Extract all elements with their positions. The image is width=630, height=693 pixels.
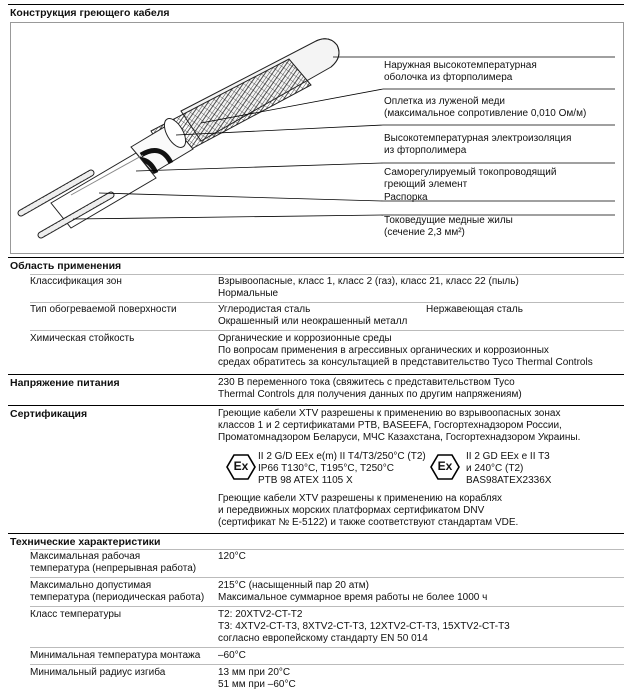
voltage-value-1: 230 В переменного тока (свяжитесь с представительством Tyco	[218, 377, 515, 388]
spec-value: 120°C	[218, 551, 246, 562]
zone-label: Классификация зон	[30, 276, 122, 287]
cert-ptb-1: II 2 G/D EEx e(m) II T4/T3/250°C (T2)	[258, 451, 426, 462]
cert-baseefa-2: и 240°C (T2)	[466, 463, 524, 474]
spec-value: 13 мм при 20°C	[218, 667, 291, 678]
certification-title: Сертификация	[10, 408, 88, 420]
spec-value: 51 мм при –60°C	[218, 679, 296, 690]
callout-spacer: Распорка	[384, 192, 428, 203]
spec-label: температура (периодическая работа)	[30, 592, 205, 603]
top-rule	[8, 4, 624, 5]
construction-title: Конструкция греющего кабеля	[10, 7, 170, 19]
callout-braid: Оплетка из луженой меди (максимальное сопротивление 0,010 Ом/м)	[384, 96, 587, 119]
divider	[30, 330, 624, 331]
ex-mark-icon: Ex	[226, 454, 256, 480]
cert-intro-3: Проматомнадзором Беларуси, МЧС Казахстана, Госгортехнадзором Украины.	[218, 432, 581, 443]
spec-value: T2: 20XTV2-CT-T2	[218, 609, 303, 620]
cert-baseefa-1: II 2 GD EEx e II T3	[466, 451, 550, 462]
spec-label: Максимально допустимая	[30, 580, 152, 591]
spec-label: Минимальная температура монтажа	[30, 650, 201, 661]
spec-value: T3: 4XTV2-CT-T3, 8XTV2-CT-T3, 12XTV2-CT-T3, 15XTV2-CT-T3	[218, 621, 510, 632]
divider	[30, 274, 624, 275]
spec-value: 215°C (насыщенный пар 20 атм)	[218, 580, 369, 591]
cert-ptb-2: IP66 T130°C, T195°C, T250°C	[258, 463, 394, 474]
spec-label: Максимальная рабочая	[30, 551, 141, 562]
cert-marine-2: и передвижных морских платформах сертификатом DNV	[218, 505, 485, 516]
ex-mark-icon: Ex	[430, 454, 460, 480]
cert-intro-2: классов 1 и 2 сертификатами PTB, BASEEFA, Госгортехнадзором России,	[218, 420, 562, 431]
divider	[30, 577, 624, 578]
divider	[30, 647, 624, 648]
cert-ptb-3: PTB 98 ATEX 1105 X	[258, 475, 353, 486]
application-title: Область применения	[10, 260, 122, 272]
spec-label: Класс температуры	[30, 609, 122, 620]
divider	[30, 606, 624, 607]
cert-baseefa-3: BAS98ATEX2336X	[466, 475, 552, 486]
chem-value-1: Органические и коррозионные среды	[218, 333, 392, 344]
divider	[30, 549, 624, 550]
zone-value-2: Нормальные	[218, 288, 279, 299]
rule-application	[8, 257, 624, 258]
specs-title: Технические характеристики	[10, 536, 161, 548]
cert-marine-1: Греющие кабели XTV разрешены к применению на кораблях	[218, 493, 503, 504]
voltage-title: Напряжение питания	[10, 377, 120, 389]
chem-value-3: средах обратитесь за консультацией в представительство Tyco Thermal Controls	[218, 357, 593, 368]
callout-jacket: Наружная высокотемпературная оболочка из фторполимера	[384, 60, 537, 83]
rule-certification	[8, 405, 624, 406]
rule-specs	[8, 533, 624, 534]
zone-value-1: Взрывоопасные, класс 1, класс 2 (газ), класс 21, класс 22 (пыль)	[218, 276, 519, 287]
spec-value: Максимальное суммарное время работы не более 1000 ч	[218, 592, 488, 603]
voltage-value-2: Thermal Controls для получения данных по другим напряжениям)	[218, 389, 522, 400]
spec-value: согласно европейскому стандарту EN 50 014	[218, 633, 428, 644]
chem-label: Химическая стойкость	[30, 333, 135, 344]
cert-marine-3: (сертификат № E-5122) и также соответствуют стандартам VDE.	[218, 517, 519, 528]
chem-value-2: По вопросам применения в агрессивных органических и коррозионных	[218, 345, 549, 356]
rule-voltage	[8, 374, 624, 375]
spec-label: температура (непрерывная работа)	[30, 563, 197, 574]
surface-label: Тип обогреваемой поверхности	[30, 304, 177, 315]
divider	[30, 302, 624, 303]
divider	[30, 664, 624, 665]
callout-heating-element: Саморегулируемый токопроводящий греющий элемент	[384, 167, 557, 190]
surface-value-stainless: Нержавеющая сталь	[426, 304, 523, 315]
spec-value: –60°C	[218, 650, 246, 661]
surface-value-carbon: Углеродистая сталь	[218, 304, 311, 315]
callout-conductors: Токоведущие медные жилы (сечение 2,3 мм²)	[384, 215, 513, 238]
callout-insulation: Высокотемпературная электроизоляция из фторполимера	[384, 133, 572, 156]
cert-intro-1: Греющие кабели XTV разрешены к применению во взрывоопасных зонах	[218, 408, 561, 419]
surface-value-painted: Окрашенный или неокрашенный металл	[218, 316, 408, 327]
spec-label: Минимальный радиус изгиба	[30, 667, 166, 678]
